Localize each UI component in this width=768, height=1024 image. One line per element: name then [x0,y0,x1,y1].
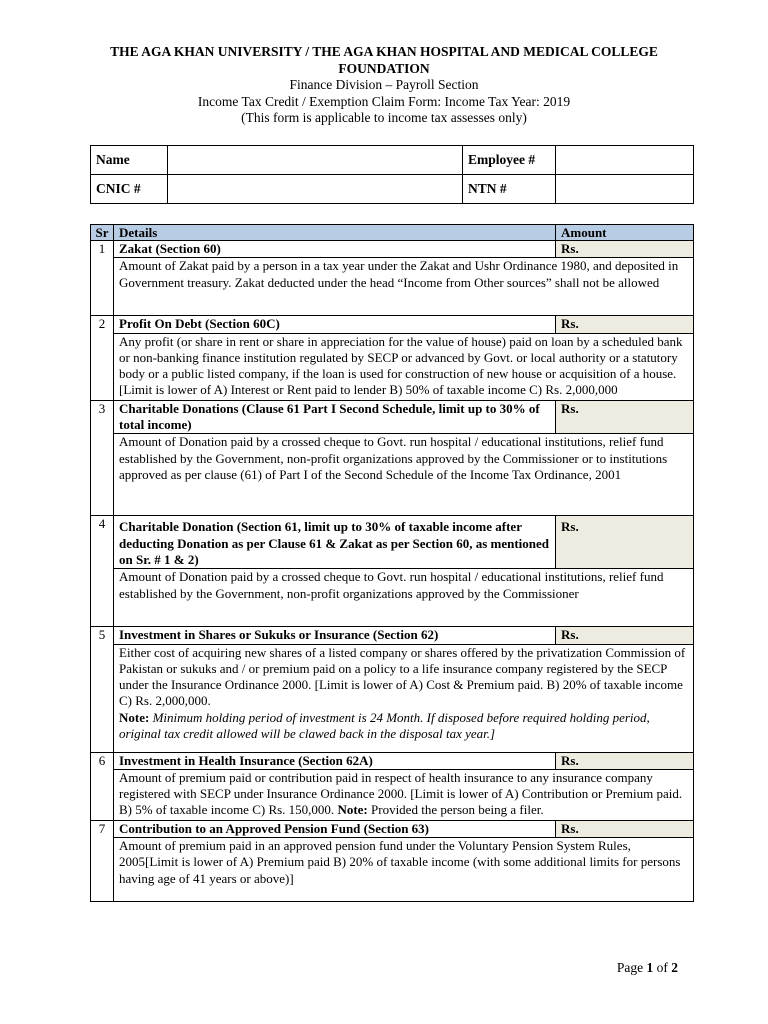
table-row [91,316,694,333]
table-row [91,838,694,902]
item-description-text: Amount of premium paid or contribution paid in respect of health insurance to any insurance company registered with SECP under Insurance Ordinance 2000. [Limit is lower of A) Contribution or Premium paid. B) 5% of taxable income C) Rs. 150,000. [119,769,683,818]
ntn-label: NTN # [463,175,556,204]
item-title: Zakat (Section 60) [114,241,556,258]
table-row [91,400,694,434]
table-row [91,752,694,769]
item-sr: 3 [91,400,114,516]
amount-field[interactable]: Rs. [556,516,694,569]
item-title: Contribution to an Approved Pension Fund (Section 63) [114,820,556,837]
table-row [91,258,694,316]
item-sr: 5 [91,627,114,752]
amount-field[interactable]: Rs. [556,820,694,837]
page-footer [617,960,678,976]
name-label: Name [91,146,168,175]
amount-field[interactable]: Rs. [556,241,694,258]
item-title: Charitable Donations (Clause 61 Part I Second Schedule, limit up to 30% of total income) [114,400,556,434]
table-row [91,434,694,516]
employee-number-label: Employee # [463,146,556,175]
division-name: Finance Division – Payroll Section [289,77,479,92]
ntn-field[interactable] [556,175,694,204]
note-label: Note: [337,802,368,818]
item-sr: 4 [91,516,114,627]
sr-header: Sr [91,225,114,241]
amount-field[interactable]: Rs. [556,316,694,333]
table-row [91,333,694,400]
table-row [91,516,694,569]
form-header [0,44,768,127]
employee-info-table [90,145,694,204]
page-total: 2 [671,960,678,975]
item-description: Amount of premium paid in an approved pension fund under the Voluntary Pension System Rules, 2005[Limit is lower of A) Premium paid B) 20% of taxable income (with some additional limits for persons having age of 41 years or above)] [114,838,694,902]
note-label: Note: [119,709,150,725]
organization-name-line2: FOUNDATION [338,60,430,76]
organization-name-line1: THE AGA KHAN UNIVERSITY / THE AGA KHAN HOSPITAL AND MEDICAL COLLEGE [110,44,658,59]
of-word: of [656,960,668,975]
employee-number-field[interactable] [556,146,694,175]
item-title: Investment in Shares or Sukuks or Insurance (Section 62) [114,627,556,644]
item-sr: 6 [91,752,114,820]
cnic-field[interactable] [168,175,463,204]
cnic-label: CNIC # [91,175,168,204]
page-word: Page [616,960,644,975]
form-applicability: (This form is applicable to income tax assesses only) [241,110,527,125]
table-row [91,569,694,627]
table-header-row [91,225,694,241]
item-sr: 1 [91,241,114,316]
item-description [114,769,694,820]
amount-field[interactable]: Rs. [556,400,694,434]
item-title: Charitable Donation (Section 61, limit up to 30% of taxable income after deducting Donation as per Clause 61 & Zakat as per Section 60, as mentioned on Sr. # 1 & 2) [114,516,556,569]
table-row [91,820,694,837]
item-title: Investment in Health Insurance (Section 62A) [114,752,556,769]
item-description: Any profit (or share in rent or share in appreciation for the value of house) paid on loan by a scheduled bank or non-banking finance institution regulated by SECP or advanced by Govt. or local authority or a statutory body or a public listed company, if the loan is used for construction of new house or acquisition of a house. [Limit is lower of A) Interest or Rent paid to lender B) 50% of taxable income C) Rs. 2,000,000 [114,333,694,400]
table-row [91,627,694,644]
item-description: Amount of Donation paid by a crossed cheque to Govt. run hospital / educational institutions, relief fund established by the Government, non-profit organizations approved by the Commissioner [114,569,694,627]
table-row [91,241,694,258]
name-field[interactable] [168,146,463,175]
amount-field[interactable]: Rs. [556,752,694,769]
details-header: Details [114,225,556,241]
item-description: Amount of Zakat paid by a person in a tax year under the Zakat and Ushr Ordinance 1980, and deposited in Government treasury. Zakat deducted under the head “Income from Other sources” shall not be allowed [114,258,694,316]
item-description: Amount of Donation paid by a crossed cheque to Govt. run hospital / educational institutions, relief fund established by the Government, non-profit organizations approved by the Commissioner or to institutions approved as per clause (61) of Part I of the Second Schedule of the Income Tax Ordinance, 2001 [114,434,694,516]
note-text: Minimum holding period of investment is 24 Month. If disposed before required holding period, original tax credit allowed will be clawed back in the disposal tax year.] [119,709,650,742]
item-sr: 7 [91,820,114,901]
item-description-text: Either cost of acquiring new shares of a listed company or shares offered by the privatization Commission of Pakistan or sukuks and / or premium paid on a policy to a life insurance company registered by the SECP under the Insurance Ordinance 2000. [Limit is lower of A) Cost & Premium paid. B) 20% of taxable income C) Rs. 2,000,000. [119,644,686,709]
claims-table [90,224,694,902]
table-row [91,769,694,820]
page-number: 1 [646,960,654,975]
form-title: Income Tax Credit / Exemption Claim Form: Income Tax Year: 2019 [197,93,571,109]
item-title: Profit On Debt (Section 60C) [114,316,556,333]
item-sr: 2 [91,316,114,400]
note-text: Provided the person being a filer. [371,802,544,818]
amount-header: Amount [556,225,694,241]
amount-field[interactable]: Rs. [556,627,694,644]
table-row [91,644,694,752]
item-description [114,644,694,752]
